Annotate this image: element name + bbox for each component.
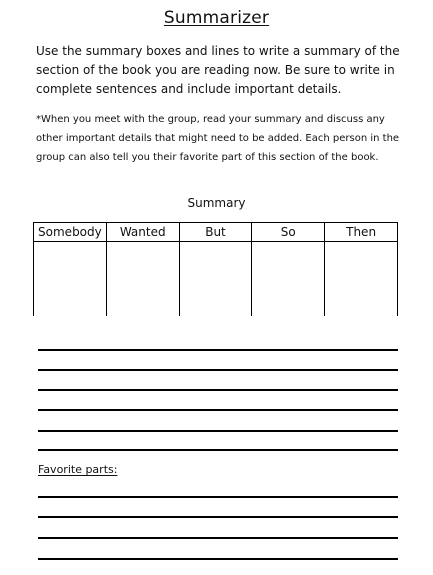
writing-line[interactable]: [38, 349, 398, 351]
summary-table: [33, 222, 398, 316]
writing-line[interactable]: [38, 537, 398, 539]
writing-line[interactable]: [38, 389, 398, 391]
box-wanted[interactable]: [106, 242, 179, 317]
box-then[interactable]: [325, 242, 398, 317]
writing-line[interactable]: [38, 496, 398, 498]
header-then: Then: [325, 223, 398, 242]
box-so[interactable]: [252, 242, 325, 317]
writing-line[interactable]: [38, 369, 398, 371]
writing-line[interactable]: [38, 409, 398, 411]
header-somebody: Somebody: [34, 223, 107, 242]
instructions-text: Use the summary boxes and lines to write a summary of the section of the book you are reading now. Be sure to write in complete sentences and include important details.: [36, 44, 400, 96]
header-wanted: Wanted: [106, 223, 179, 242]
summary-caption: Summary: [187, 196, 246, 210]
box-but[interactable]: [179, 242, 252, 317]
writing-line[interactable]: [38, 516, 398, 518]
header-but: But: [179, 223, 252, 242]
favorite-parts-label: Favorite parts:: [38, 463, 118, 476]
writing-line[interactable]: [38, 558, 398, 560]
box-somebody[interactable]: [34, 242, 107, 317]
summary-table-header-row: [34, 223, 398, 242]
writing-line[interactable]: [38, 430, 398, 432]
writing-line[interactable]: [38, 449, 398, 451]
worksheet-title: Summarizer: [163, 8, 270, 28]
header-so: So: [252, 223, 325, 242]
group-note-text: *When you meet with the group, read your summary and discuss any other important details that might need to be added. Each person in the group can also tell you their favorite part of this section of the book.: [36, 114, 400, 163]
summary-table-box-row: [34, 242, 398, 317]
